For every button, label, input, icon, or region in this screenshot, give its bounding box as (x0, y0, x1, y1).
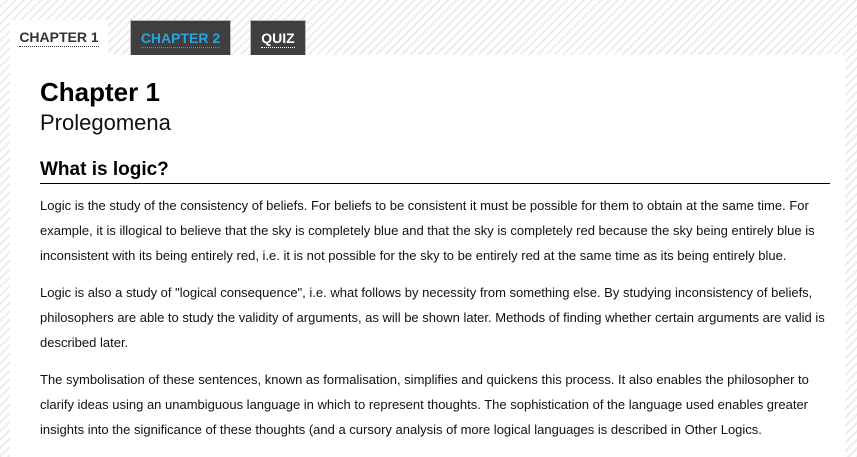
section-heading: What is logic? (40, 159, 830, 184)
tab-label: QUIZ (261, 30, 295, 46)
chapter-title: Chapter 1 (40, 77, 160, 107)
paragraph: The symbolisation of these sentences, known as formalisation, simplifies and quickens this process. It also enables the philosopher to clarify ideas using an unambiguous language in which to represent thoughts. The sophistication of the language used enables greater insights into the significance of these thoughts (and a cursory analysis of more logical languages is described in Other Logics. (40, 372, 809, 437)
section-body (40, 193, 830, 454)
content-panel (10, 55, 845, 457)
tab-label: CHAPTER 2 (140, 30, 221, 46)
tab-chapter-1[interactable] (10, 20, 108, 55)
tab-label: CHAPTER 1 (19, 29, 99, 45)
paragraph: Logic is the study of the consistency of beliefs. For beliefs to be consistent it must be possible for them to obtain at the same time. For example, it is illogical to believe that the sky is completely blue and that the sky is completely red because the sky being entirely blue is inconsistent with its being entirely red, i.e. it is not possible for the sky to be entirely red at the same time as its being entirely blue. (40, 198, 815, 263)
tab-quiz[interactable] (250, 20, 306, 56)
paragraph: Logic is also a study of "logical consequence", i.e. what follows by necessity from something else. By studying inconsistency of beliefs, philosophers are able to study the validity of arguments, as will be shown later. Methods of finding whether certain arguments are valid is described later. (40, 285, 825, 350)
tab-chapter-2[interactable] (130, 20, 231, 56)
chapter-subtitle: Prolegomena (40, 110, 171, 135)
